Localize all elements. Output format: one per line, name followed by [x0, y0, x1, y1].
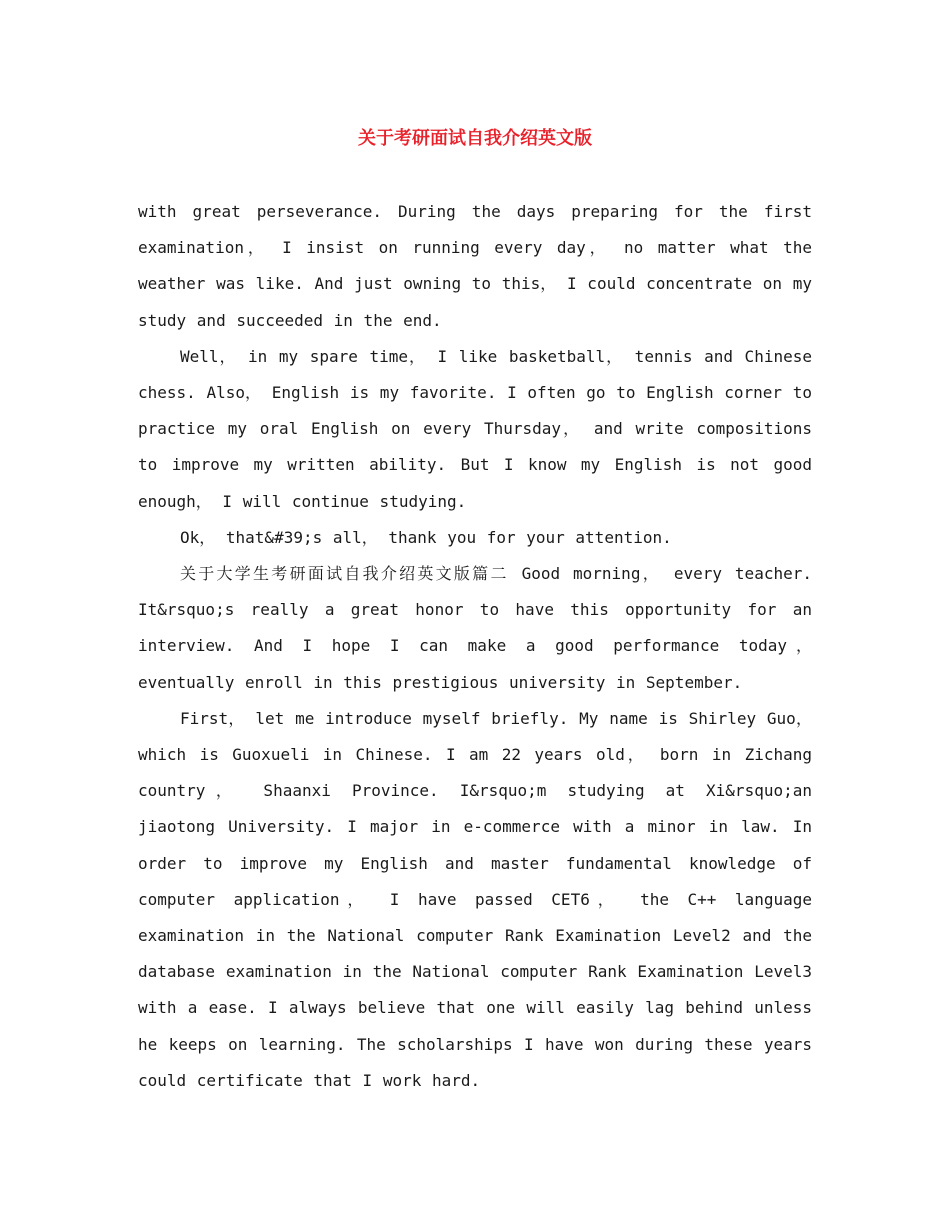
paragraph-introduction: First， let me introduce myself briefly. My name is Shirley Guo， which is Guoxueli in Chinese. I am 22 years old， born in Zichang country， Shaanxi Province. I&rsquo;m studying at Xi&rsquo;an jiaotong University. I major in e-commerce with a minor in law. In order to improve my English and master fundamental knowledge of computer application， I have passed CET6， the C++ language examination in the National computer Rank Examination Level2 and the database examination in the National computer Rank Examination Level3 with a ease. I always believe that one will easily lag behind unless he keeps on learning. The scholarships I have won during these years could certificate that I work hard.	[138, 708, 812, 1090]
paragraph-greeting: 关于大学生考研面试自我介绍英文版篇二 Good morning， every teacher. It&rsquo;s really a great honor to have this opportunity for an interview. And I hope I can make a good performance today， eventually enroll in this prestigious university in September.	[138, 564, 812, 692]
paragraph-perseverance: with great perseverance. During the days preparing for the first examination， I insist on running every day， no matter what the weather was like. And just owning to this， I could concentrate on my study and succeeded in the end.	[138, 202, 812, 330]
document-body	[138, 194, 812, 1099]
paragraph-hobbies: Well， in my spare time， I like basketball， tennis and Chinese chess. Also， English is my favorite. I often go to English corner to practice my oral English on every Thursday， and write compositions to improve my written ability. But I know my English is not good enough， I will continue studying.	[138, 346, 812, 511]
document-title: 关于考研面试自我介绍英文版	[358, 128, 592, 149]
paragraph-closing: Ok， that&#39;s all， thank you for your attention.	[180, 527, 672, 547]
